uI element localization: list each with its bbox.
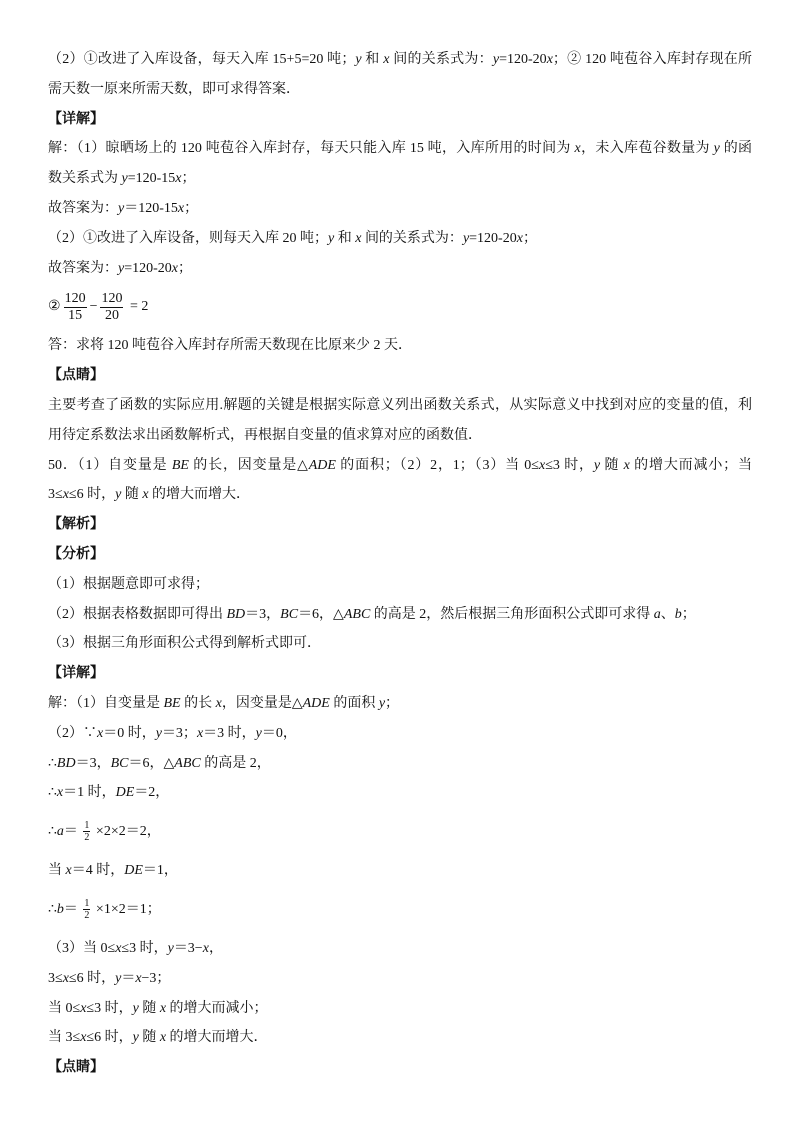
text-run: ； bbox=[181, 171, 196, 187]
text-run: 的增大而减小； bbox=[166, 1000, 268, 1016]
text-run: ＝1 时， bbox=[63, 785, 116, 801]
text-run: （2）①改进了入库设备，则每天入库 20 吨； bbox=[48, 230, 328, 246]
text-run: 当 bbox=[48, 863, 66, 879]
text-run: 的高是 2， bbox=[200, 755, 271, 771]
text-run: 故答案为： bbox=[48, 200, 118, 216]
text-line bbox=[48, 778, 752, 808]
text-run: 故答案为： bbox=[48, 260, 118, 276]
text-run: 【详解】 bbox=[48, 111, 104, 127]
text-run: 50．（1）自变量是 bbox=[48, 457, 172, 473]
text-run: 间的关系式为： bbox=[389, 52, 493, 67]
math-variable: y bbox=[118, 200, 125, 216]
text-run: − bbox=[89, 299, 98, 315]
text-run: ≤3 时， bbox=[545, 457, 594, 473]
text-run: 的增大而增大． bbox=[166, 1030, 268, 1046]
text-run: （2）①改进了入库设备，每天入库 15+5=20 吨； bbox=[48, 52, 356, 67]
text-run: 的高是 2，然后根据三角形面积公式即可求得 bbox=[370, 606, 654, 622]
math-variable: x bbox=[65, 863, 72, 879]
text-run: 3≤ bbox=[48, 487, 63, 503]
math-variable: x bbox=[574, 141, 581, 157]
text-run: 解：（1）晾晒场上的 120 吨苞谷入库封存，每天只能入库 15 吨，入库所用的时间为 bbox=[48, 141, 575, 157]
text-line bbox=[48, 224, 752, 254]
math-variable: BD bbox=[226, 606, 246, 622]
text-run: 随 bbox=[138, 1030, 160, 1046]
text-run: 当 3≤ bbox=[48, 1030, 81, 1046]
section-heading bbox=[48, 540, 752, 570]
text-run: ×2×2＝2， bbox=[92, 824, 161, 840]
text-line bbox=[48, 856, 752, 886]
fraction bbox=[83, 820, 90, 844]
text-run: ∴ bbox=[48, 785, 57, 801]
text-run: ＝6，△ bbox=[128, 755, 175, 771]
math-variable: y bbox=[155, 725, 162, 741]
formula-line bbox=[48, 283, 752, 331]
text-line bbox=[48, 749, 752, 779]
text-run: 当 0≤ bbox=[48, 1000, 81, 1016]
text-run: ＝3− bbox=[173, 940, 203, 956]
text-run: 【解析】 bbox=[48, 517, 104, 533]
math-variable: y bbox=[593, 457, 601, 473]
text-line bbox=[48, 331, 752, 361]
fraction-denominator: 20 bbox=[104, 307, 119, 323]
text-line bbox=[48, 480, 752, 510]
math-variable: x bbox=[355, 230, 362, 246]
text-run: ＝4 时， bbox=[71, 863, 125, 879]
fraction-denominator: 2 bbox=[84, 910, 90, 922]
text-line bbox=[48, 194, 752, 224]
text-line bbox=[48, 391, 752, 421]
text-run: −3； bbox=[141, 970, 171, 986]
text-line bbox=[48, 164, 752, 194]
section-heading bbox=[48, 1053, 752, 1083]
math-variable: x bbox=[383, 52, 390, 67]
text-line bbox=[48, 45, 752, 75]
section-heading bbox=[48, 510, 752, 540]
math-variable: x bbox=[202, 940, 209, 956]
math-variable: x bbox=[62, 970, 69, 986]
text-line bbox=[48, 964, 752, 994]
text-run: ∴ bbox=[48, 755, 57, 771]
text-run: ② bbox=[48, 299, 61, 315]
text-run: ＝ bbox=[63, 824, 82, 840]
fraction bbox=[64, 291, 87, 324]
math-variable: DE bbox=[124, 863, 143, 879]
section-heading bbox=[48, 361, 752, 391]
text-run: 主要考查了函数的实际应用.解题的关键是根据实际意义列出函数关系式，从实际意义中找到对应的变量的值，利 bbox=[48, 397, 752, 413]
fraction-denominator: 2 bbox=[84, 832, 90, 844]
text-run: 的长 bbox=[180, 695, 216, 711]
text-run: ＝1， bbox=[142, 863, 178, 879]
math-variable: y bbox=[255, 725, 262, 741]
math-variable: x bbox=[546, 52, 553, 67]
text-run: ＝120-15 bbox=[124, 200, 178, 216]
text-line bbox=[48, 886, 752, 934]
text-run: ， bbox=[208, 940, 223, 956]
math-variable: DE bbox=[115, 785, 135, 801]
text-run: 的增大而增大． bbox=[148, 487, 251, 503]
fraction bbox=[100, 291, 123, 324]
math-variable: y bbox=[115, 487, 122, 503]
text-run: 的长，因变量是△ bbox=[188, 457, 309, 473]
math-variable: x bbox=[62, 487, 69, 503]
text-line bbox=[48, 629, 752, 659]
math-variable: y bbox=[328, 230, 335, 246]
text-run: ＝0 时， bbox=[103, 725, 156, 741]
text-line bbox=[48, 689, 752, 719]
math-variable: x bbox=[80, 1030, 87, 1046]
math-variable: x bbox=[80, 1000, 87, 1016]
text-line bbox=[48, 421, 752, 451]
text-run: ≤3 时， bbox=[121, 940, 168, 956]
text-run: （2）根据表格数据即可得出 bbox=[48, 606, 227, 622]
math-variable: x bbox=[142, 487, 149, 503]
text-run: ＝3； bbox=[161, 725, 197, 741]
text-run: （3）当 0≤ bbox=[48, 940, 116, 956]
text-run: ＝3 时， bbox=[203, 725, 256, 741]
text-run: 的增大而减小；当 bbox=[629, 457, 753, 473]
text-run: 随 bbox=[121, 487, 143, 503]
math-variable: y bbox=[355, 52, 362, 67]
text-run: ；② 120 吨苞谷入库封存现在所 bbox=[552, 52, 753, 67]
text-run: 解：（1）自变量是 bbox=[48, 695, 164, 711]
text-run: = 2 bbox=[126, 299, 149, 315]
math-variable: y bbox=[118, 260, 125, 276]
text-run: 和 bbox=[361, 52, 384, 67]
math-variable: a bbox=[653, 606, 661, 622]
section-heading bbox=[48, 105, 752, 135]
text-run: 用待定系数法求出函数解析式，再根据自变量的值求算对应的函数值． bbox=[48, 427, 482, 443]
math-variable: y bbox=[492, 52, 500, 67]
math-variable: BC bbox=[280, 606, 299, 622]
text-run: 【点睛】 bbox=[48, 368, 104, 384]
math-variable: x bbox=[215, 695, 222, 711]
text-run: ≤6 时， bbox=[86, 1030, 133, 1046]
math-variable: x bbox=[196, 725, 204, 741]
text-run: ＝3， bbox=[245, 606, 281, 622]
text-run: ≤3 时， bbox=[86, 1000, 133, 1016]
text-run: =120-20 bbox=[469, 230, 517, 246]
math-variable: x bbox=[538, 457, 546, 473]
math-variable: x bbox=[175, 171, 182, 187]
math-variable: b bbox=[56, 901, 64, 917]
text-line bbox=[48, 75, 752, 105]
text-run: 的面积；（2）2，1；（3）当 0≤ bbox=[335, 457, 539, 473]
text-run: ≤6 时， bbox=[68, 970, 116, 986]
math-variable: x bbox=[115, 940, 122, 956]
text-run: ＝0， bbox=[261, 725, 297, 741]
math-variable: y bbox=[132, 1030, 139, 1046]
text-run: ×1×2＝1； bbox=[92, 901, 161, 917]
text-run: =120-15 bbox=[127, 171, 176, 187]
text-run: 和 bbox=[334, 230, 356, 246]
text-line bbox=[48, 254, 752, 284]
math-variable: y bbox=[713, 141, 720, 157]
text-run: 答：求将 120 吨苞谷入库封存所需天数现在比原来少 2 天． bbox=[48, 338, 412, 354]
text-run: ∴ bbox=[48, 824, 57, 840]
math-variable: ADE bbox=[302, 695, 330, 711]
text-run: 【点睛】 bbox=[48, 1060, 104, 1076]
text-line bbox=[48, 934, 752, 964]
text-line bbox=[48, 451, 752, 481]
text-run: ； bbox=[184, 200, 199, 216]
fraction-numerator: 120 bbox=[100, 291, 123, 308]
text-run: 的函 bbox=[719, 141, 753, 157]
text-run: ≤6 时， bbox=[68, 487, 116, 503]
math-variable: x bbox=[516, 230, 523, 246]
text-run: ； bbox=[522, 230, 537, 246]
text-run: ＝2， bbox=[134, 785, 170, 801]
text-line bbox=[48, 600, 752, 630]
math-variable: y bbox=[121, 171, 128, 187]
math-variable: y bbox=[378, 695, 386, 711]
math-variable: x bbox=[623, 457, 630, 473]
math-variable: x bbox=[135, 970, 142, 986]
math-variable: x bbox=[159, 1030, 167, 1046]
text-line bbox=[48, 1023, 752, 1053]
math-variable: ABC bbox=[343, 606, 371, 622]
text-run: 数关系式为 bbox=[48, 171, 122, 187]
text-run: ＝ bbox=[63, 901, 82, 917]
text-line bbox=[48, 994, 752, 1024]
text-run: ＝ bbox=[121, 970, 136, 986]
math-variable: x bbox=[171, 260, 178, 276]
text-line bbox=[48, 134, 752, 164]
math-variable: BE bbox=[163, 695, 181, 711]
section-heading bbox=[48, 659, 752, 689]
fraction-denominator: 15 bbox=[68, 307, 83, 323]
text-run: ； bbox=[681, 606, 696, 622]
text-run: 【分析】 bbox=[48, 546, 104, 562]
fraction-numerator: 120 bbox=[64, 291, 87, 308]
text-run: ＝3， bbox=[75, 755, 111, 771]
math-variable: BC bbox=[110, 755, 129, 771]
document-page bbox=[48, 45, 752, 1083]
math-variable: y bbox=[115, 970, 122, 986]
text-run: （2）∵ bbox=[48, 725, 97, 741]
math-variable: ABC bbox=[174, 755, 201, 771]
text-run: ，因变量是△ bbox=[221, 695, 303, 711]
math-variable: BD bbox=[56, 755, 76, 771]
text-run: ＝6，△ bbox=[298, 606, 344, 622]
math-variable: y bbox=[132, 1000, 139, 1016]
math-variable: b bbox=[674, 606, 682, 622]
text-run: =120-20 bbox=[499, 52, 547, 67]
math-variable: ADE bbox=[308, 457, 336, 473]
text-run: ∴ bbox=[48, 901, 57, 917]
text-run: 的面积 bbox=[329, 695, 379, 711]
math-variable: y bbox=[167, 940, 174, 956]
fraction bbox=[83, 898, 90, 922]
math-variable: a bbox=[56, 824, 64, 840]
fraction-numerator: 1 bbox=[84, 897, 90, 909]
text-run: 【详解】 bbox=[48, 666, 104, 682]
text-run: 随 bbox=[600, 457, 624, 473]
text-run: 、 bbox=[660, 606, 675, 622]
math-variable: x bbox=[97, 725, 104, 741]
math-variable: BE bbox=[171, 457, 189, 473]
text-line bbox=[48, 570, 752, 600]
text-run: （1）根据题意即可求得； bbox=[48, 576, 209, 592]
text-line bbox=[48, 808, 752, 856]
text-run: （3）根据三角形面积公式得到解析式即可． bbox=[48, 636, 321, 652]
text-run: ； bbox=[385, 695, 400, 711]
math-variable: y bbox=[462, 230, 470, 246]
text-run: 间的关系式为： bbox=[361, 230, 463, 246]
math-variable: x bbox=[177, 200, 185, 216]
fraction-numerator: 1 bbox=[84, 819, 90, 831]
text-run: ； bbox=[178, 260, 192, 276]
math-variable: x bbox=[56, 785, 64, 801]
text-run: ，未入库苞谷数量为 bbox=[580, 141, 714, 157]
math-variable: x bbox=[159, 1000, 167, 1016]
text-run: 需天数一原来所需天数，即可求得答案． bbox=[48, 81, 300, 97]
text-run: 3≤ bbox=[48, 970, 63, 986]
text-run: 随 bbox=[138, 1000, 160, 1016]
text-line bbox=[48, 719, 752, 749]
text-run: =120-20 bbox=[124, 260, 172, 276]
